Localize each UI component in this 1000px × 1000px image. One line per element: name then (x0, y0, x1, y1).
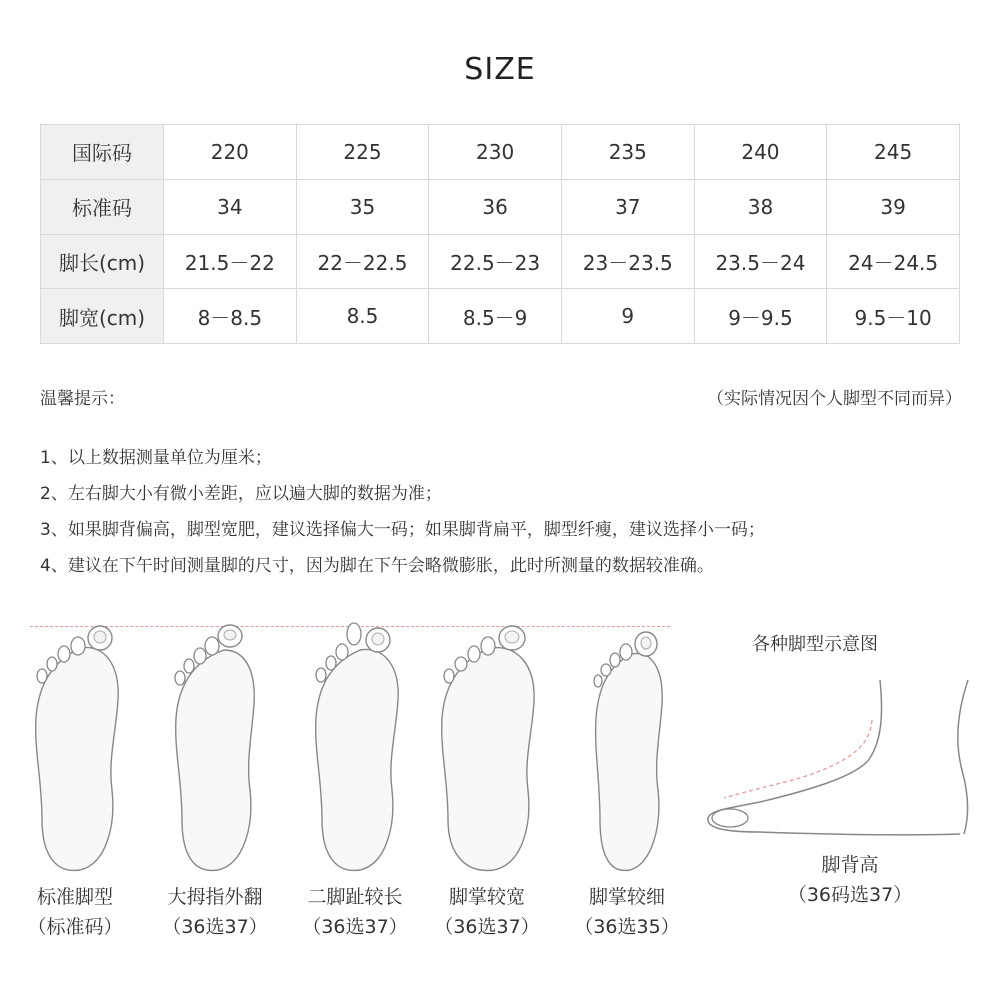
table-cell: 8－8.5 (164, 289, 297, 344)
table-cell: 235 (561, 125, 694, 180)
table-cell: 240 (694, 125, 827, 180)
table-cell: 225 (296, 125, 429, 180)
foot-name: 标准脚型 (36, 886, 113, 908)
table-cell: 220 (164, 125, 297, 180)
foot-note: （标准码） (27, 916, 123, 938)
table-row (41, 289, 960, 344)
table-cell: 23.5－24 (694, 234, 827, 289)
foot-note: （36选35） (574, 916, 680, 938)
foot-label (552, 882, 702, 942)
foot-name: 二脚趾较长 (307, 886, 403, 908)
table-cell: 21.5－22 (164, 234, 297, 289)
table-cell: 230 (429, 125, 562, 180)
table-cell: 39 (827, 179, 960, 234)
table-cell: 9 (561, 289, 694, 344)
table-row (41, 179, 960, 234)
high-instep-label (770, 850, 930, 910)
row-header: 脚宽(cm) (41, 289, 164, 344)
foot-narrow-illustration (572, 620, 682, 880)
table-cell: 245 (827, 125, 960, 180)
diagram-label: 脚背高 (821, 854, 879, 876)
table-cell: 22－22.5 (296, 234, 429, 289)
foot-name: 大拇指外翻 (167, 886, 263, 908)
high-instep-illustration (700, 680, 980, 850)
foot-note: （36选37） (434, 916, 540, 938)
row-header: 标准码 (41, 179, 164, 234)
foot-wide-illustration (432, 620, 542, 880)
foot-name: 脚掌较宽 (448, 886, 525, 908)
tips-aside: （实际情况因个人脚型不同而异） (707, 389, 962, 409)
foot-label (280, 882, 430, 942)
table-row (41, 234, 960, 289)
note-item: 2、左右脚大小有微小差距，应以遍大脚的数据为准； (40, 484, 442, 504)
note-item: 3、如果脚背偏高，脚型宽肥，建议选择偏大一码；如果脚背扁平，脚型纤瘦，建议选择小一码； (40, 520, 765, 540)
tips-heading: 温馨提示： (40, 389, 125, 409)
table-cell: 22.5－23 (429, 234, 562, 289)
table-cell: 9－9.5 (694, 289, 827, 344)
table-cell: 23－23.5 (561, 234, 694, 289)
page-title: SIZE (464, 52, 536, 87)
foot-standard-illustration (20, 620, 130, 880)
note-item: 1、以上数据测量单位为厘米； (40, 448, 272, 468)
foot-name: 脚掌较细 (588, 886, 665, 908)
table-cell: 24－24.5 (827, 234, 960, 289)
table-cell: 8.5－9 (429, 289, 562, 344)
table-cell: 9.5－10 (827, 289, 960, 344)
row-header: 国际码 (41, 125, 164, 180)
foot-bunion-illustration (160, 620, 270, 880)
foot-label (140, 882, 290, 942)
diagram-title: 各种脚型示意图 (752, 634, 878, 655)
table-cell: 38 (694, 179, 827, 234)
row-header: 脚长(cm) (41, 234, 164, 289)
foot-label (412, 882, 562, 942)
foot-note: （36选37） (302, 916, 408, 938)
foot-long-second-toe-illustration (300, 620, 410, 880)
table-cell: 37 (561, 179, 694, 234)
table-cell: 35 (296, 179, 429, 234)
note-item: 4、建议在下午时间测量脚的尺寸，因为脚在下午会略微膨胀，此时所测量的数据较准确。 (40, 556, 714, 576)
foot-note: （36选37） (162, 916, 268, 938)
table-row (41, 125, 960, 180)
notes-list (40, 446, 765, 590)
size-table (40, 124, 960, 344)
table-cell: 34 (164, 179, 297, 234)
table-cell: 8.5 (296, 289, 429, 344)
foot-label (0, 882, 150, 942)
diagram-note: （36码选37） (787, 884, 913, 906)
table-cell: 36 (429, 179, 562, 234)
